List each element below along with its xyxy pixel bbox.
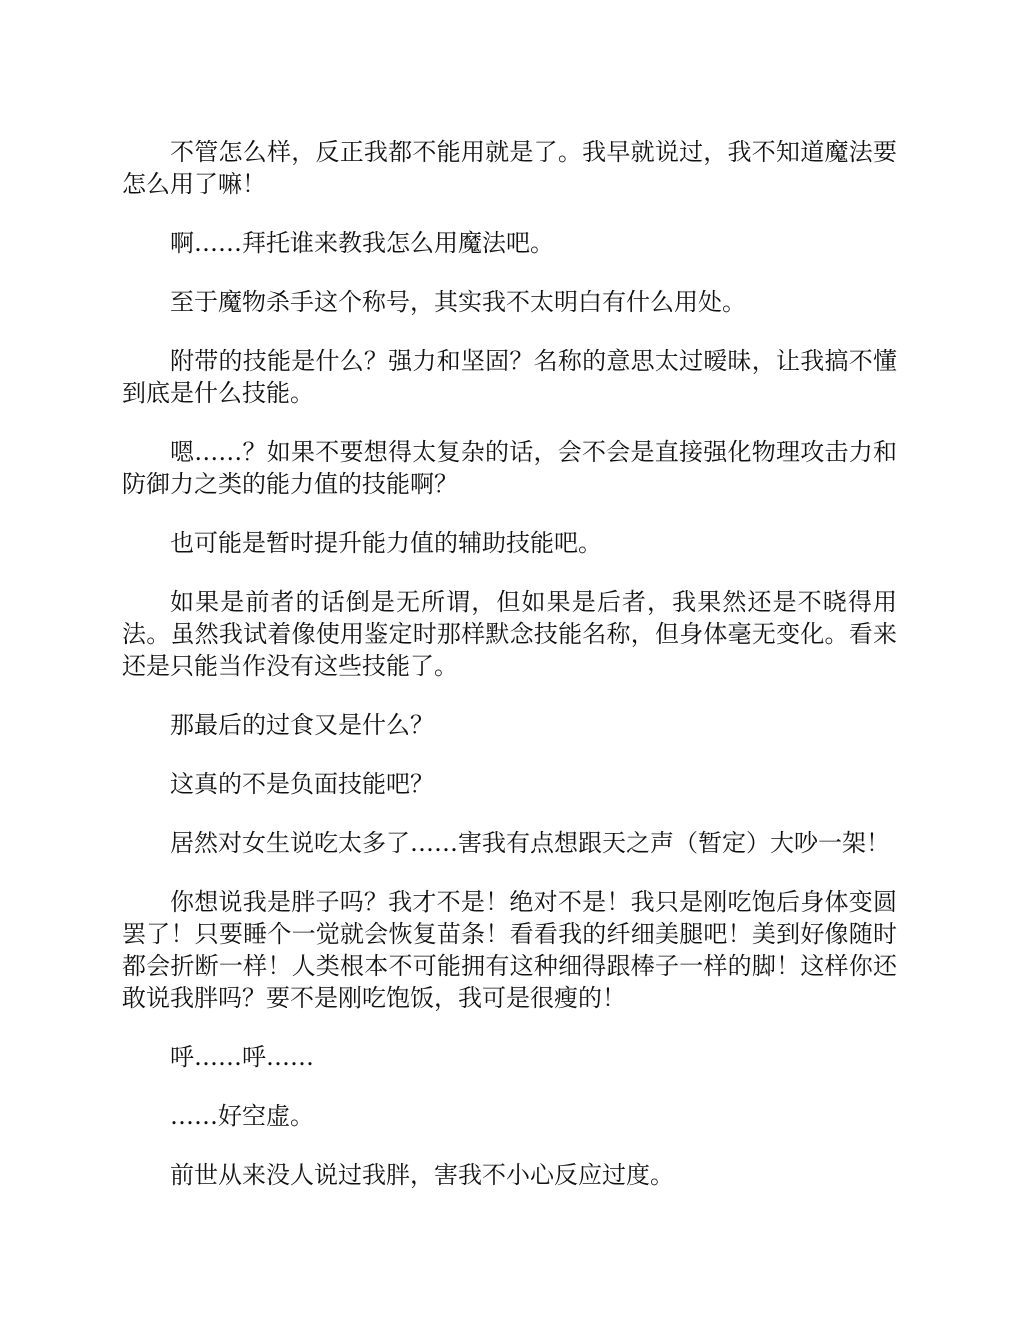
paragraph: 居然对女生说吃太多了……害我有点想跟天之声（暂定）大吵一架！ bbox=[170, 829, 890, 857]
paragraph: 至于魔物杀手这个称号，其实我不太明白有什么用处。 bbox=[170, 288, 746, 316]
paragraph: 嗯……？如果不要想得太复杂的话，会不会是直接强化物理攻击力和防御力之类的能力值的技能啊？ bbox=[122, 438, 897, 498]
paragraph: 前世从来没人说过我胖，害我不小心反应过度。 bbox=[170, 1161, 674, 1189]
paragraph: ……好空虚。 bbox=[170, 1102, 314, 1130]
document-page bbox=[122, 136, 897, 1218]
paragraph: 附带的技能是什么？强力和坚固？名称的意思太过暧昧，让我搞不懂到底是什么技能。 bbox=[122, 347, 897, 407]
paragraph: 啊……拜托谁来教我怎么用魔法吧。 bbox=[170, 229, 554, 257]
paragraph: 如果是前者的话倒是无所谓，但如果是后者，我果然还是不晓得用法。虽然我试着像使用鉴定时那样默念技能名称，但身体毫无变化。看来还是只能当作没有这些技能了。 bbox=[122, 588, 897, 680]
paragraph: 也可能是暂时提升能力值的辅助技能吧。 bbox=[170, 529, 602, 557]
paragraph: 不管怎么样，反正我都不能用就是了。我早就说过，我不知道魔法要怎么用了嘛！ bbox=[122, 138, 897, 198]
paragraph: 那最后的过食又是什么？ bbox=[170, 711, 434, 739]
paragraph: 这真的不是负面技能吧？ bbox=[170, 770, 434, 798]
paragraph: 你想说我是胖子吗？我才不是！绝对不是！我只是刚吃饱后身体变圆罢了！只要睡个一觉就会恢复苗条！看看我的纤细美腿吧！美到好像随时都会折断一样！人类根本不可能拥有这种细得跟棒子一样的脚！这样你还敢说我胖吗？要不是刚吃饱饭，我可是很瘦的！ bbox=[122, 888, 897, 1012]
paragraph: 呼……呼…… bbox=[170, 1043, 314, 1071]
